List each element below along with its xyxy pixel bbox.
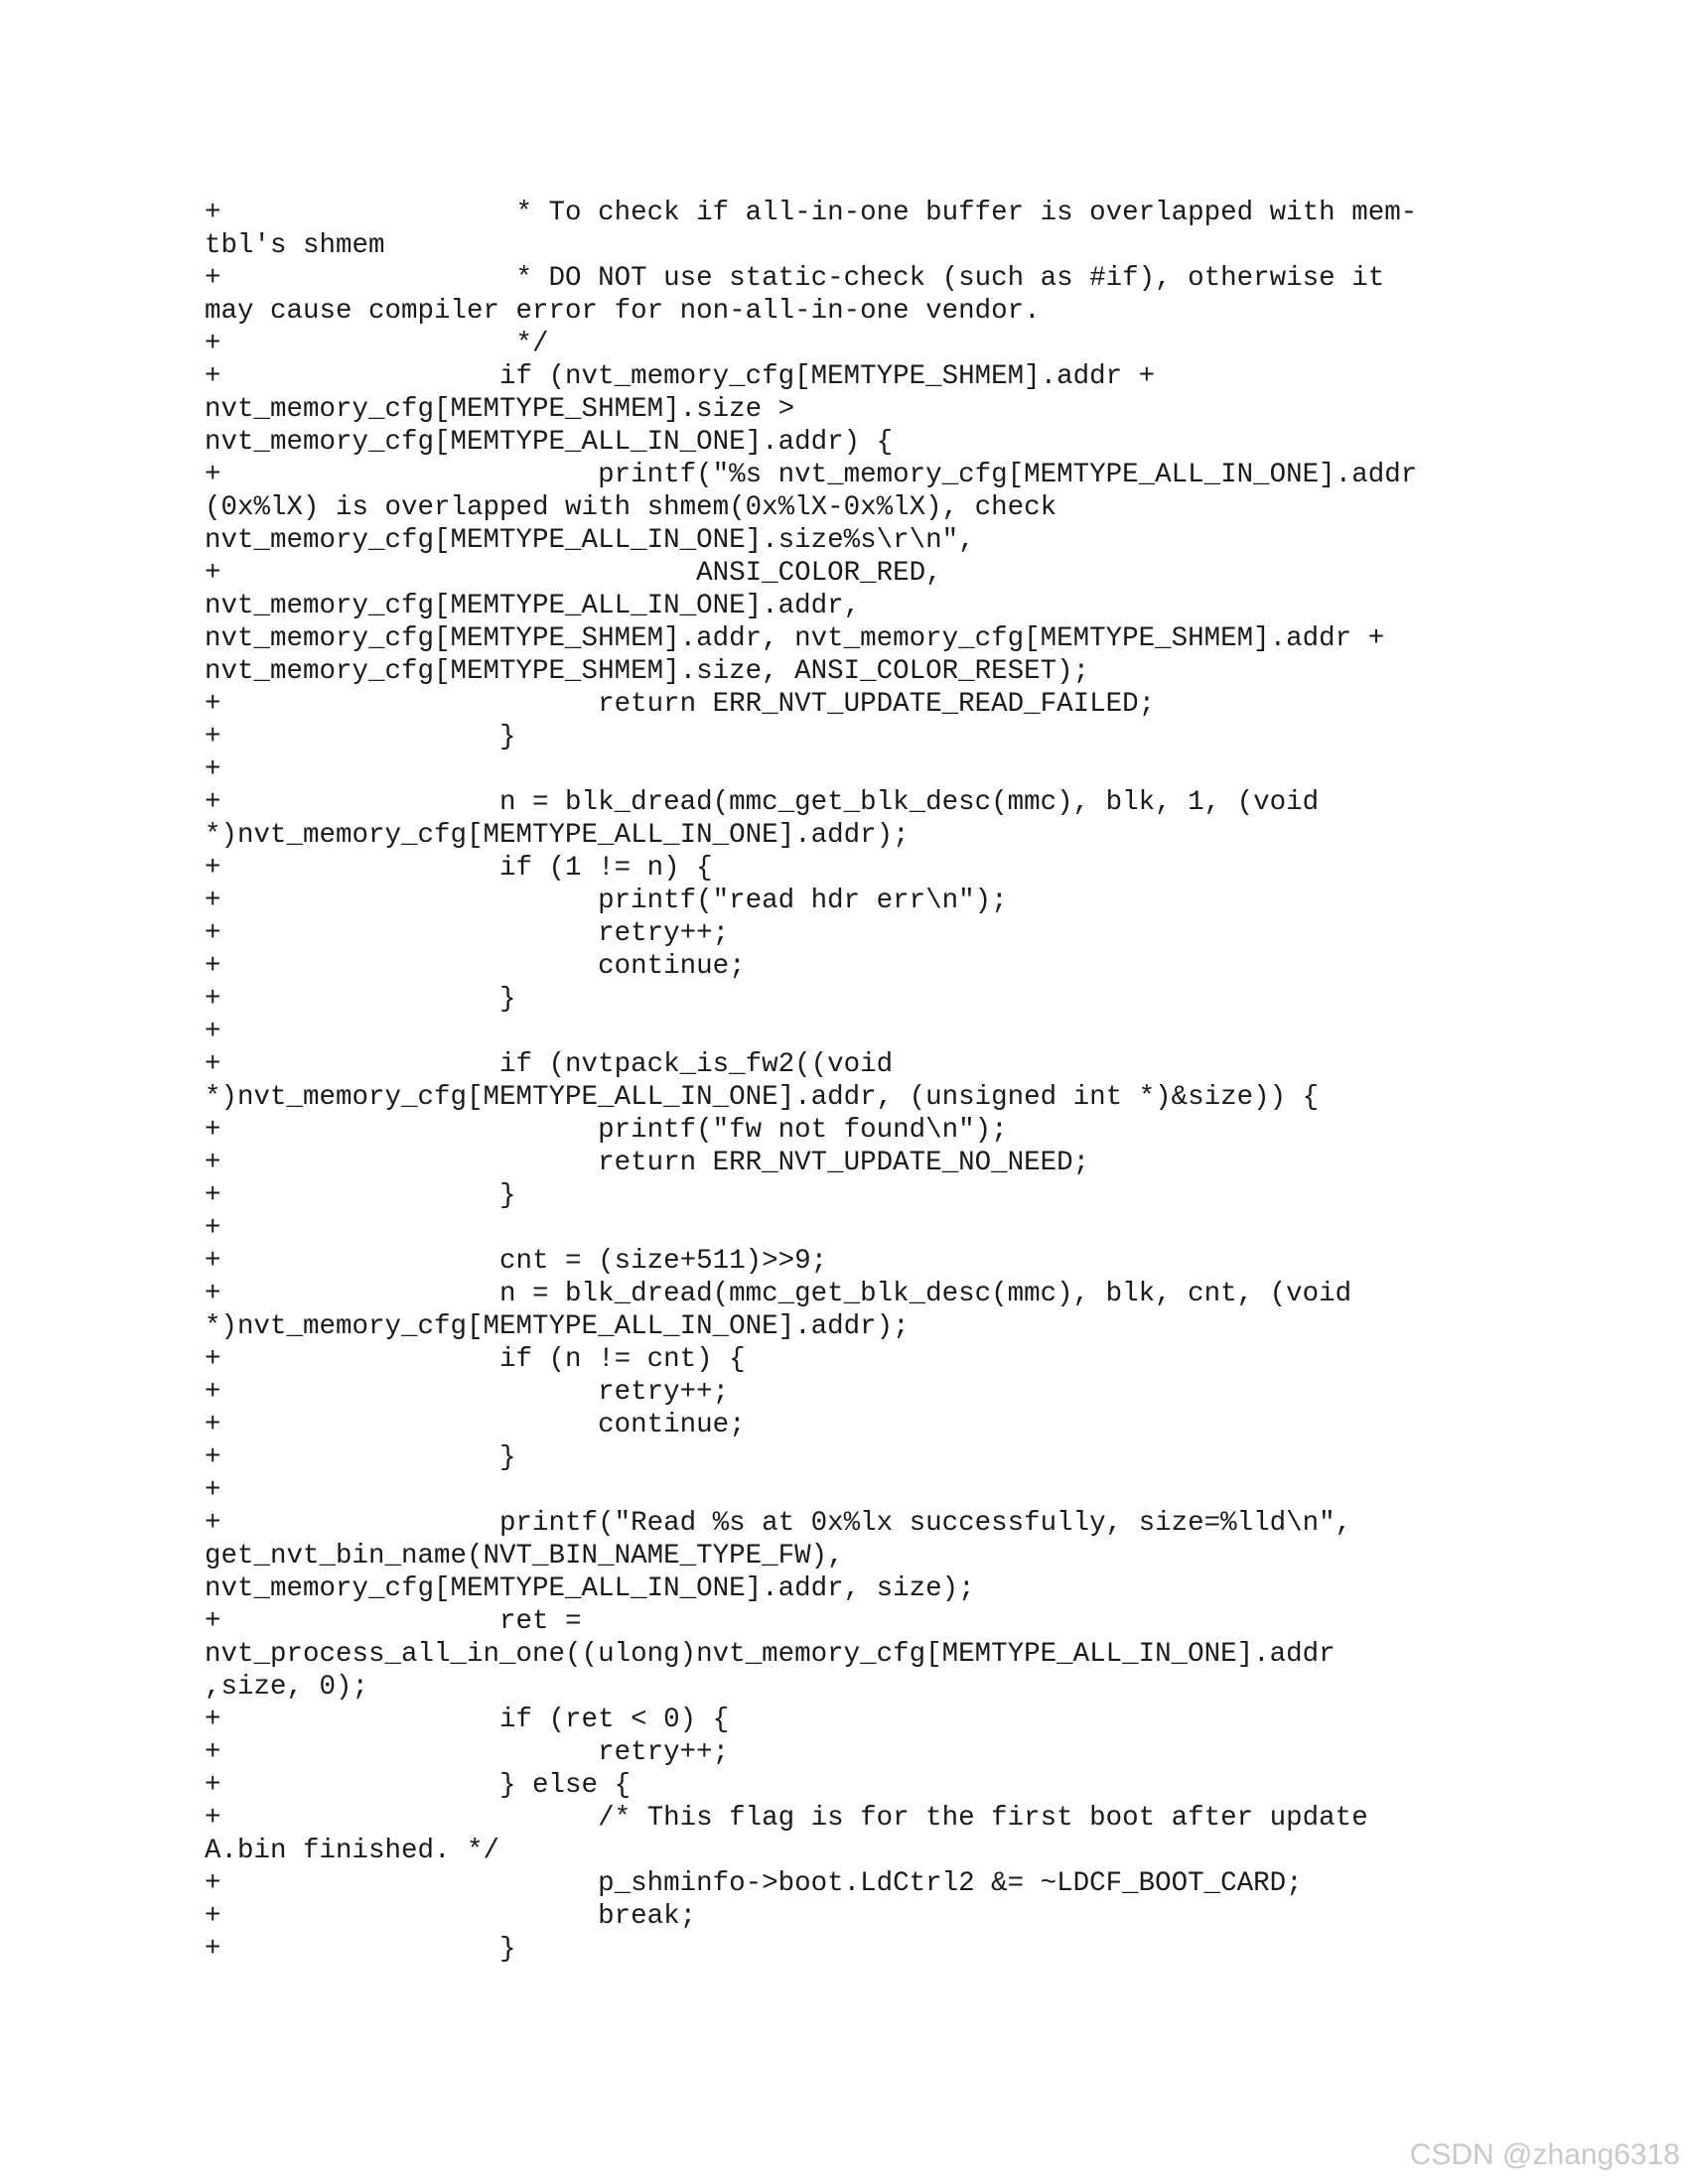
code-line: + } (205, 984, 516, 1015)
code-line: + printf("Read %s at 0x%lx successfully, size=%lld\n", (205, 1508, 1352, 1539)
code-line: + if (nvtpack_is_fw2((void (205, 1049, 894, 1080)
code-line: + (205, 1475, 221, 1506)
code-line: + break; (205, 1901, 697, 1932)
code-line: + * DO NOT use static-check (such as #if), otherwise it (205, 263, 1385, 294)
code-line: + (205, 754, 221, 785)
code-line: + n = blk_dread(mmc_get_blk_desc(mmc), blk, cnt, (void (205, 1279, 1352, 1309)
code-line: ,size, 0); (205, 1672, 369, 1703)
code-line: + ret = (205, 1606, 582, 1637)
code-line: + continue; (205, 951, 746, 982)
code-listing (205, 197, 1495, 1966)
code-line: + if (nvt_memory_cfg[MEMTYPE_SHMEM].addr + (205, 361, 1156, 392)
code-line: *)nvt_memory_cfg[MEMTYPE_ALL_IN_ONE].addr); (205, 820, 910, 851)
code-line: nvt_memory_cfg[MEMTYPE_ALL_IN_ONE].addr, size); (205, 1573, 975, 1604)
code-line: + if (n != cnt) { (205, 1344, 746, 1375)
code-line: nvt_process_all_in_one((ulong)nvt_memory_cfg[MEMTYPE_ALL_IN_ONE].addr (205, 1639, 1336, 1670)
code-line: + if (1 != n) { (205, 853, 713, 884)
code-line: + printf("%s nvt_memory_cfg[MEMTYPE_ALL_IN_ONE].addr (205, 460, 1418, 490)
code-line: nvt_memory_cfg[MEMTYPE_ALL_IN_ONE].addr, (205, 591, 861, 621)
code-line: + if (ret < 0) { (205, 1705, 730, 1735)
code-line: + continue; (205, 1410, 746, 1440)
code-line: *)nvt_memory_cfg[MEMTYPE_ALL_IN_ONE].addr); (205, 1311, 910, 1342)
code-line: + * To check if all-in-one buffer is overlapped with mem- (205, 198, 1418, 228)
code-line: + printf("fw not found\n"); (205, 1115, 1008, 1146)
code-line: *)nvt_memory_cfg[MEMTYPE_ALL_IN_ONE].addr, (unsigned int *)&size)) { (205, 1082, 1320, 1113)
code-line: + retry++; (205, 1737, 730, 1768)
code-line: + } (205, 1180, 516, 1211)
code-line: + retry++; (205, 918, 730, 949)
code-line: + ANSI_COLOR_RED, (205, 558, 942, 589)
code-line: + } (205, 1442, 516, 1473)
code-line: + } (205, 722, 516, 752)
code-line: nvt_memory_cfg[MEMTYPE_ALL_IN_ONE].addr) { (205, 427, 894, 458)
code-line: nvt_memory_cfg[MEMTYPE_SHMEM].size > (205, 394, 795, 425)
code-line: + /* This flag is for the first boot after update (205, 1803, 1368, 1834)
code-line: + (205, 1017, 221, 1047)
code-line: get_nvt_bin_name(NVT_BIN_NAME_TYPE_FW), (205, 1541, 844, 1571)
code-line: nvt_memory_cfg[MEMTYPE_SHMEM].size, ANSI_COLOR_RESET); (205, 656, 1090, 687)
code-line: + return ERR_NVT_UPDATE_NO_NEED; (205, 1148, 1090, 1178)
code-line: + printf("read hdr err\n"); (205, 886, 1008, 916)
code-line: + retry++; (205, 1377, 730, 1408)
code-line: + (205, 1213, 221, 1244)
code-line: nvt_memory_cfg[MEMTYPE_ALL_IN_ONE].size%s\r\n", (205, 525, 975, 556)
code-line: + } else { (205, 1770, 632, 1801)
code-line: + n = blk_dread(mmc_get_blk_desc(mmc), blk, 1, (void (205, 787, 1320, 818)
code-line: + } (205, 1934, 516, 1965)
code-line: nvt_memory_cfg[MEMTYPE_SHMEM].addr, nvt_memory_cfg[MEMTYPE_SHMEM].addr + (205, 623, 1385, 654)
code-line: + */ (205, 329, 549, 359)
code-line: + cnt = (size+511)>>9; (205, 1246, 828, 1277)
code-line: tbl's shmem (205, 230, 385, 261)
code-line: + return ERR_NVT_UPDATE_READ_FAILED; (205, 689, 1156, 720)
code-line: (0x%lX) is overlapped with shmem(0x%lX-0x%lX), check (205, 492, 1057, 523)
code-line: may cause compiler error for non-all-in-one vendor. (205, 296, 1041, 327)
watermark-text: CSDN @zhang6318 (1409, 2138, 1680, 2171)
code-line: + p_shminfo->boot.LdCtrl2 &= ~LDCF_BOOT_CARD; (205, 1868, 1303, 1899)
code-line: A.bin finished. */ (205, 1836, 500, 1866)
